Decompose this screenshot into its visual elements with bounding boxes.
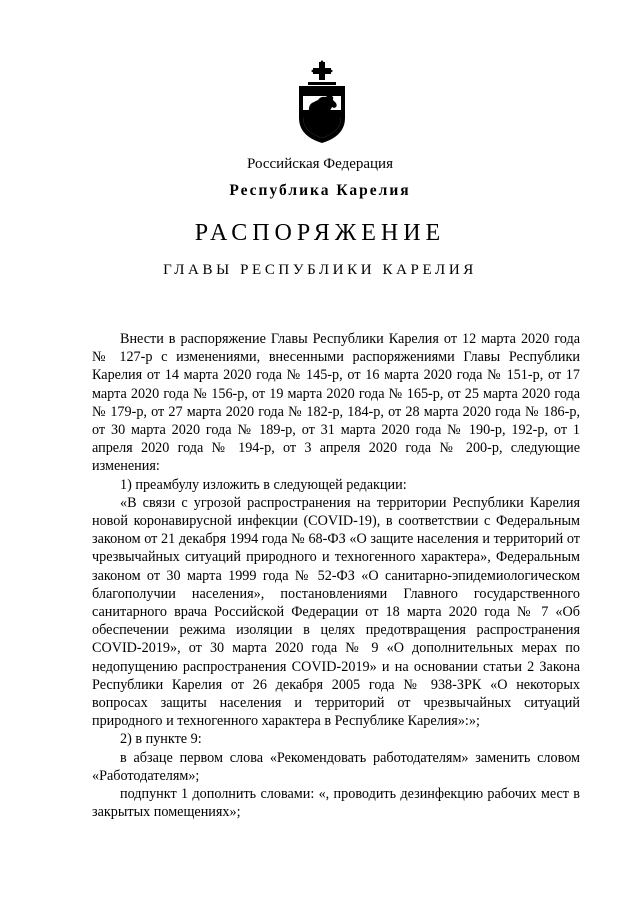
body-paragraph: Внести в распоряжение Главы Республики Карелия от 12 марта 2020 года № 127-р с изменениями, внесенными распоряжениями Главы Республики Карелия от 14 марта 2020 года № 145-р, от 16 марта 2020 года № 151-р, от 17 марта 2020 года № 156-р, от 19 марта 2020 года № 165-р, от 25 марта 2020 года № 179-р, от 27 марта 2020 года № 182-р, 184-р, от 28 марта 2020 года № 186-р, от 30 марта 2020 года № 189-р, от 31 марта 2020 года № 190-р, 192-р, от 1 апреля 2020 года № 194-р, от 3 апреля 2020 года № 200-р, следующие изменения: — [92, 331, 580, 475]
body-paragraph: 1) преамбулу изложить в следующей редакции: — [120, 476, 407, 493]
document-type: РАСПОРЯЖЕНИЕ — [194, 220, 446, 246]
document-issuer: ГЛАВЫ РЕСПУБЛИКИ КАРЕЛИЯ — [163, 262, 477, 278]
karelia-coat-of-arms-icon — [294, 60, 350, 144]
country-name: Российская Федерация — [247, 156, 393, 172]
republic-name: Республика Карелия — [229, 182, 411, 199]
document-body — [92, 330, 580, 821]
body-paragraph: «В связи с угрозой распространения на территории Республики Карелия новой коронавирусной инфекции (COVID-19), в соответствии с Федеральным законом от 21 декабря 1994 года № 68-ФЗ «О защите населения и территорий от чрезвычайных ситуаций природного и техногенного характера», Федеральным законом от 30 марта 1999 года № 52-ФЗ «О санитарно-эпидемиологическом благополучии населения», постановлениями Главного государственного санитарного врача Российской Федерации от 18 марта 2020 года № 7 «Об обеспечении режима изоляции в целях предотвращения распространения COVID-2019», от 30 марта 2020 года № 9 «О дополнительных мерах по недопущению распространения COVID-2019» и на основании статьи 2 Закона Республики Карелия от 26 декабря 2005 года № 938-ЗРК «О некоторых вопросах защиты населения и территорий от чрезвычайных ситуаций природного и техногенного характера в Республике Карелия»:»; — [92, 494, 580, 730]
body-paragraph: в абзаце первом слова «Рекомендовать работодателям» заменить словом «Работодателям»; — [92, 749, 580, 784]
body-paragraph: 2) в пункте 9: — [120, 731, 202, 748]
body-paragraph: подпункт 1 дополнить словами: «, проводить дезинфекцию рабочих мест в закрытых помещениях»; — [92, 786, 580, 821]
